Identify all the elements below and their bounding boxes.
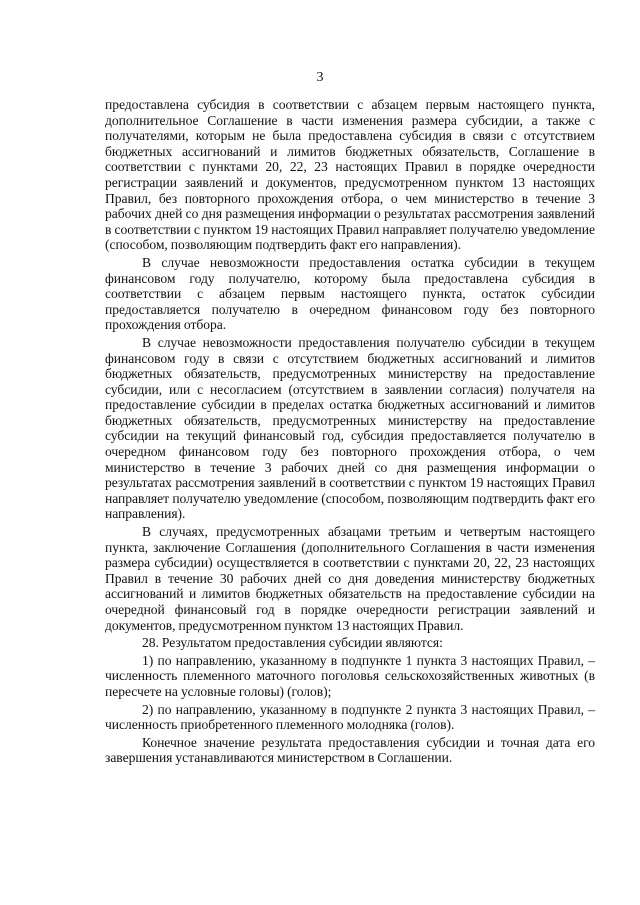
paragraph-no-funding: В случае невозможности предоставления получателю субсидии в текущем финансовом году в связи с отсутствием бюджетных ассигнований и лимитов бюджетных обязательств, предусмотренных министерству на предоставление субсидии, или с несогласием (отсутствием в заявлении согласия) получателя на предоставление субсидии в пределах остатка бюджетных ассигнований и лимитов бюджетных обязательств, предусмотренных министерству на предоставление субсидии на текущий финансовый год, субсидия предоставляется получателю в очередном финансовом году без повторного прохождения отбора, о чем министерство в течение 3 рабочих дней со дня размещения информации о результатах рассмотрения заявлений в соответствии с пунктом 19 настоящих Правил направляет получателю уведомление (способом, позволяющим подтвердить факт его направления). bbox=[105, 334, 595, 522]
paragraph-subitem-1: 1) по направлению, указанному в подпункте 1 пункта 3 настоящих Правил, – численность племенного маточного поголовья сельскохозяйственных животных (в пересчете на условные головы) (голов); bbox=[105, 652, 595, 699]
paragraph-agreement-conclusion: В случаях, предусмотренных абзацами третьим и четвертым настоящего пункта, заключение Соглашения (дополнительного Соглашения в части изменения размера субсидии) осуществляется в соответствии с пунктами 20, 22, 23 настоящих Правил в течение 30 рабочих дней со дня доведения министерству бюджетных ассигнований и лимитов бюджетных обязательств на предоставление субсидии на очередной финансовый год в порядке очередности регистрации заявлений и документов, предусмотренном пунктом 13 настоящих Правил. bbox=[105, 524, 595, 633]
paragraph-continuation: предоставлена субсидия в соответствии с абзацем первым настоящего пункта, дополнительное Соглашение в части изменения размера субсидии, а также с получателями, которым не была предоставлена субсидия в связи с отсутствием бюджетных ассигнований и лимитов бюджетных обязательств, Соглашение в соответствии с пунктами 20, 22, 23 настоящих Правил в порядке очередности регистрации заявлений и документов, предусмотренном пунктом 13 настоящих Правил, без повторного прохождения отбора, о чем министерство в течение 3 рабочих дней со дня размещения информации о результатах рассмотрения заявлений в соответствии с пунктом 19 настоящих Правил направляет получателю уведомление (способом, позволяющим подтвердить факт его направления). bbox=[105, 97, 595, 253]
paragraph-remaining-subsidy: В случае невозможности предоставления остатка субсидии в текущем финансовом году получателю, которому была предоставлена субсидия в соответствии с абзацем первым настоящего пункта, остаток субсидии предоставляется получателю в очередном финансовом году без повторного прохождения отбора. bbox=[105, 254, 595, 333]
page-number: 3 bbox=[316, 70, 324, 85]
paragraph-subitem-2: 2) по направлению, указанному в подпункте 2 пункта 3 настоящих Правил, – численность приобретенного племенного молодняка (голов). bbox=[105, 701, 595, 733]
document-body bbox=[105, 97, 595, 766]
paragraph-final-value: Конечное значение результата предоставления субсидии и точная дата его завершения устанавливаются министерством в Соглашении. bbox=[105, 734, 595, 766]
paragraph-item-28: 28. Результатом предоставления субсидии являются: bbox=[142, 635, 443, 651]
